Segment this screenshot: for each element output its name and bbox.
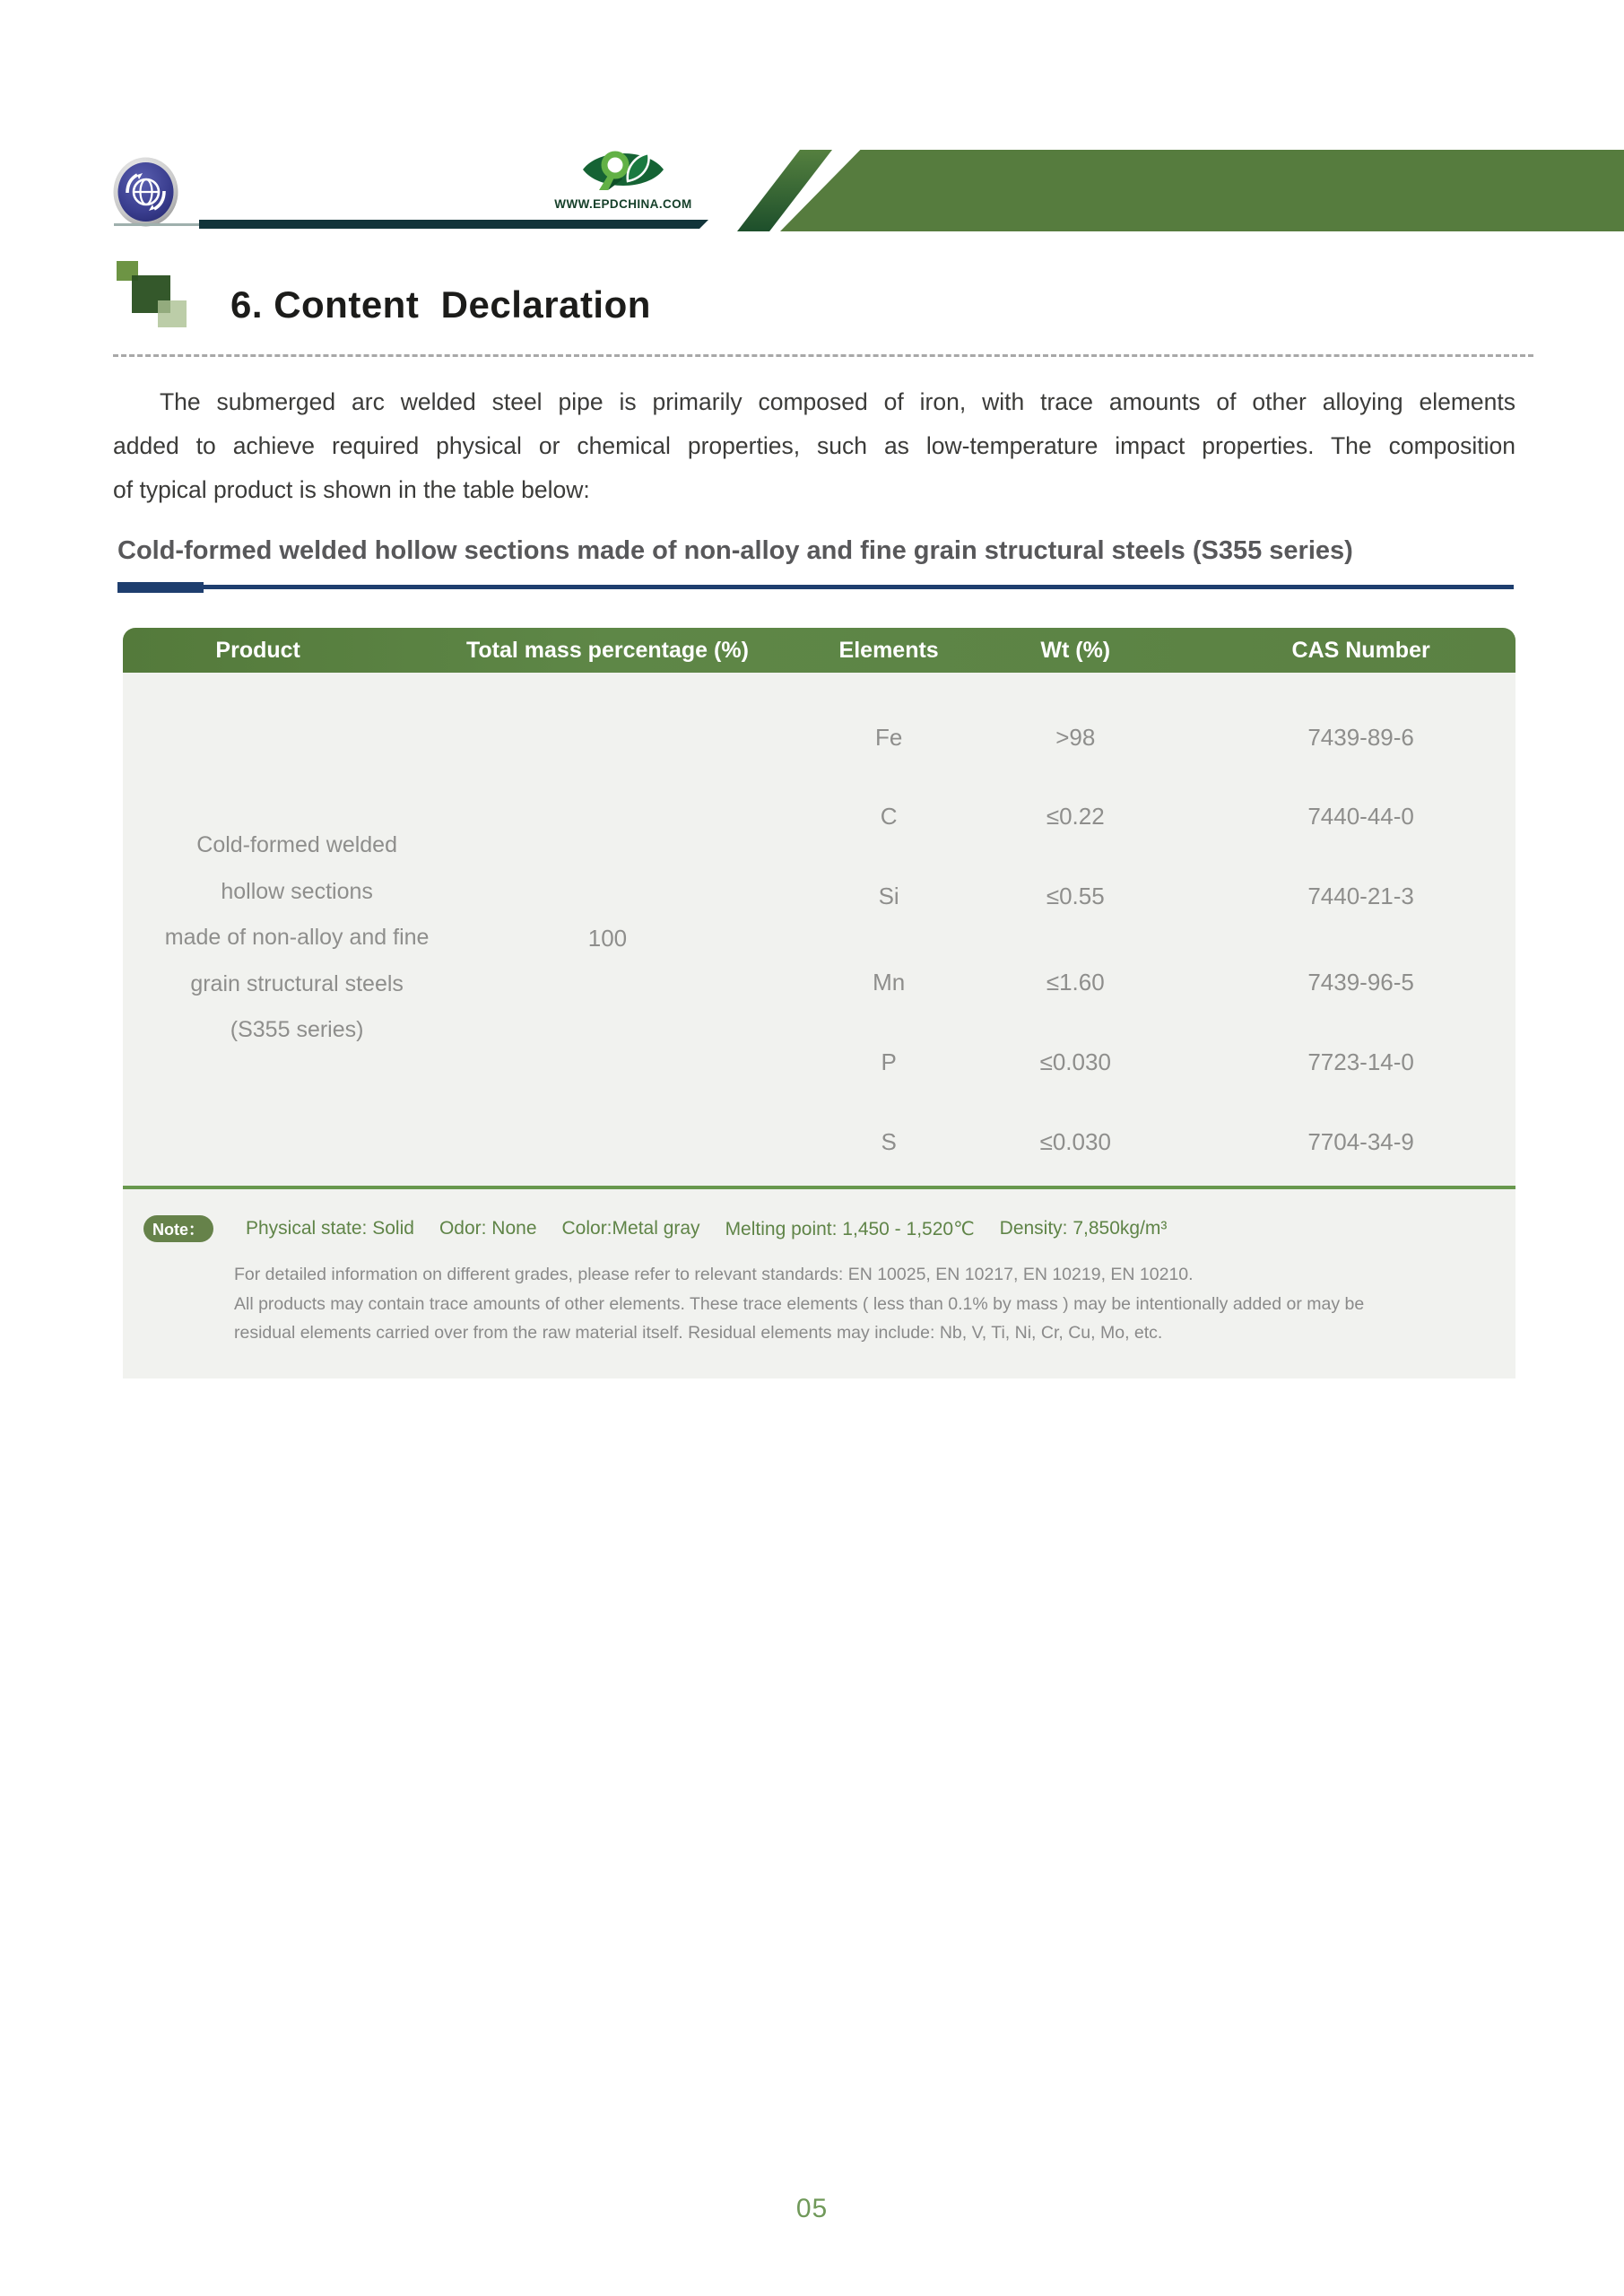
table-header-row xyxy=(123,628,1515,673)
element-cell: S xyxy=(881,1128,897,1155)
product-line: grain structural steels xyxy=(190,970,404,996)
column-header-wt: Wt (%) xyxy=(1040,638,1111,663)
header-green-band xyxy=(780,150,1624,231)
section-title: 6. Content Declaration xyxy=(230,283,651,326)
spec-odor: Odor: None xyxy=(439,1217,537,1239)
note-line: For detailed information on different grades, please refer to relevant standards: EN 10025, EN 10217, EN 10219, EN 10210. xyxy=(234,1265,1194,1284)
wt-cell: ≤0.55 xyxy=(1046,883,1105,909)
epd-logo-icon xyxy=(581,144,665,196)
wt-cell: ≤0.030 xyxy=(1039,1128,1111,1155)
intro-line: of typical product is shown in the table below: xyxy=(113,476,590,503)
product-line: (S355 series) xyxy=(230,1017,364,1042)
content-declaration-table xyxy=(123,628,1515,1378)
spec-melting-point: Melting point: 1,450 - 1,520℃ xyxy=(725,1218,975,1239)
cas-cell: 7440-21-3 xyxy=(1307,883,1414,909)
cas-cell: 7439-89-6 xyxy=(1307,724,1414,751)
title-square-icon xyxy=(158,300,187,327)
intro-line: added to achieve required physical or chemical properties, such as low-temperature impact properties. The composition xyxy=(113,432,1515,459)
cas-cell: 7439-96-5 xyxy=(1307,969,1414,996)
table-body xyxy=(123,673,1515,1378)
epd-logo xyxy=(551,144,695,211)
product-line: made of non-alloy and fine xyxy=(164,925,430,950)
note-specs xyxy=(246,1218,1167,1240)
column-header-total-mass: Total mass percentage (%) xyxy=(465,638,749,663)
note-text xyxy=(234,1260,1364,1348)
element-cell: Mn xyxy=(873,969,906,996)
website-url: WWW.EPDCHINA.COM xyxy=(554,197,692,211)
element-cell: P xyxy=(881,1048,897,1075)
subtitle-underline xyxy=(204,585,1514,589)
globe-logo-icon xyxy=(113,157,178,227)
total-mass-cell: 100 xyxy=(587,925,628,952)
cas-cell: 7723-14-0 xyxy=(1307,1048,1414,1075)
column-header-cas: CAS Number xyxy=(1291,638,1430,663)
spec-density: Density: 7,850kg/m³ xyxy=(999,1217,1168,1239)
product-line: hollow sections xyxy=(221,878,373,904)
table-subtitle: Cold-formed welded hollow sections made of non-alloy and fine grain structural steels (S355 series) xyxy=(117,536,1353,565)
note-divider xyxy=(123,1186,1515,1189)
page-number: 05 xyxy=(795,2194,829,2223)
cas-cell: 7440-44-0 xyxy=(1307,803,1414,830)
note-badge: Note： xyxy=(143,1215,213,1242)
column-header-product: Product xyxy=(215,638,300,663)
product-cell xyxy=(165,822,430,1054)
spec-color: Color:Metal gray xyxy=(561,1217,700,1239)
subtitle-underline-tab xyxy=(117,582,204,593)
wt-cell: ≤0.22 xyxy=(1046,803,1105,830)
note-line: residual elements carried over from the raw material itself. Residual elements may include: Nb, V, Ti, Ni, Cr, Cu, Mo, etc. xyxy=(234,1323,1163,1343)
header-thin-rule xyxy=(114,223,200,226)
wt-cell: ≤1.60 xyxy=(1046,969,1105,996)
intro-line: The submerged arc welded steel pipe is primarily composed of iron, with trace amounts of other alloying elements xyxy=(160,388,1515,415)
wt-cell: >98 xyxy=(1055,724,1096,751)
element-cell: Fe xyxy=(874,724,903,751)
dashed-divider xyxy=(113,354,1533,357)
header-dark-rule xyxy=(199,220,708,229)
cas-cell: 7704-34-9 xyxy=(1307,1128,1414,1155)
spec-physical-state: Physical state: Solid xyxy=(246,1217,414,1239)
column-header-elements: Elements xyxy=(838,638,939,663)
element-cell: C xyxy=(880,803,898,830)
intro-paragraph xyxy=(113,380,1515,512)
wt-cell: ≤0.030 xyxy=(1039,1048,1111,1075)
note-row xyxy=(143,1215,1167,1242)
element-cell: Si xyxy=(878,883,899,909)
product-line: Cold-formed welded xyxy=(196,832,397,857)
note-line: All products may contain trace amounts of other elements. These trace elements ( less than 0.1% by mass ) may be intentionally added or may be xyxy=(234,1293,1365,1314)
